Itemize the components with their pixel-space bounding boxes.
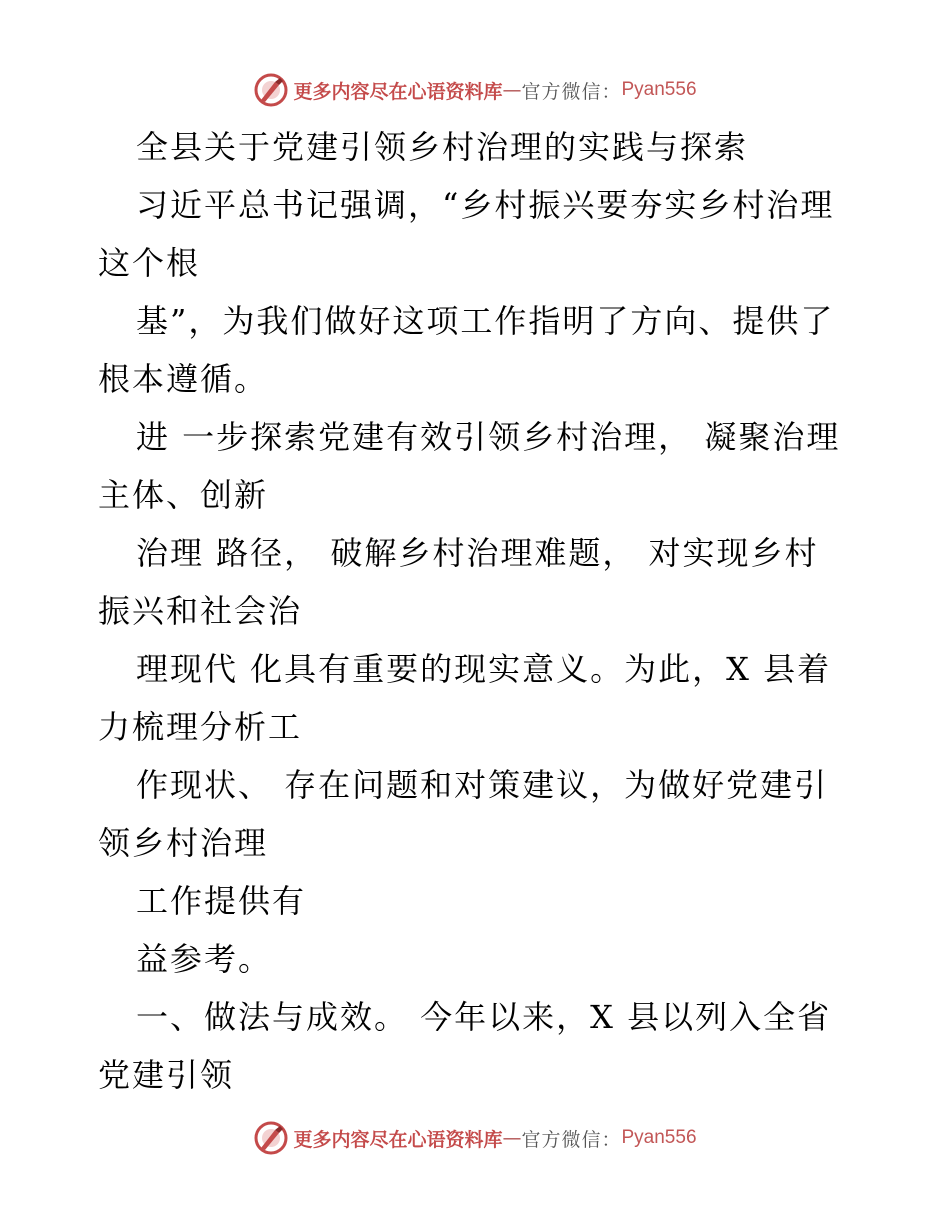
text-line: 主体、创新 bbox=[98, 476, 269, 514]
header-watermark-banner bbox=[0, 70, 950, 110]
banner-separator: — bbox=[502, 79, 522, 101]
text-line: 作现状、 存在问题和对策建议，为做好党建引 bbox=[136, 766, 829, 804]
banner-wechat-id: Pyan556 bbox=[621, 79, 697, 100]
pen-logo-icon bbox=[253, 72, 289, 108]
text-line: 力梳理分析工 bbox=[98, 708, 303, 746]
text-line: 振兴和社会治 bbox=[98, 592, 303, 630]
text-line: 工作提供有 bbox=[136, 882, 307, 920]
banner-wechat-label: 官方微信： bbox=[521, 80, 622, 103]
text-line: 基”，为我们做好这项工作指明了方向、提供了 bbox=[136, 302, 835, 340]
text-line: 全县关于党建引领乡村治理的实践与探索 bbox=[136, 128, 749, 166]
footer-watermark-banner bbox=[0, 1118, 950, 1158]
banner-wechat-label: 官方微信： bbox=[521, 1128, 622, 1151]
text-line: 习近平总书记强调，“乡村振兴要夯实乡村治理 bbox=[136, 186, 835, 224]
document-body bbox=[98, 118, 858, 1104]
text-line: 领乡村治理 bbox=[98, 824, 269, 862]
text-line: 进 一步探索党建有效引领乡村治理， 凝聚治理 bbox=[136, 418, 841, 456]
pen-logo-icon bbox=[253, 1120, 289, 1156]
text-line: 治理 路径， 破解乡村治理难题， 对实现乡村 bbox=[136, 534, 819, 572]
text-line: 理现代 化具有重要的现实意义。为此，X 县着 bbox=[136, 650, 832, 688]
banner-wechat-id: Pyan556 bbox=[621, 1127, 697, 1148]
text-line: 这个根 bbox=[98, 244, 201, 282]
text-line: 党建引领 bbox=[98, 1056, 235, 1094]
text-line: 根本遵循。 bbox=[98, 360, 269, 398]
text-line: 益参考。 bbox=[136, 940, 273, 978]
banner-main-text: 更多内容尽在心语资料库 bbox=[293, 1128, 503, 1151]
banner-main-text: 更多内容尽在心语资料库 bbox=[293, 80, 503, 103]
text-line: 一、做法与成效。 今年以来，X 县以列入全省 bbox=[136, 998, 832, 1036]
banner-separator: — bbox=[502, 1127, 522, 1149]
